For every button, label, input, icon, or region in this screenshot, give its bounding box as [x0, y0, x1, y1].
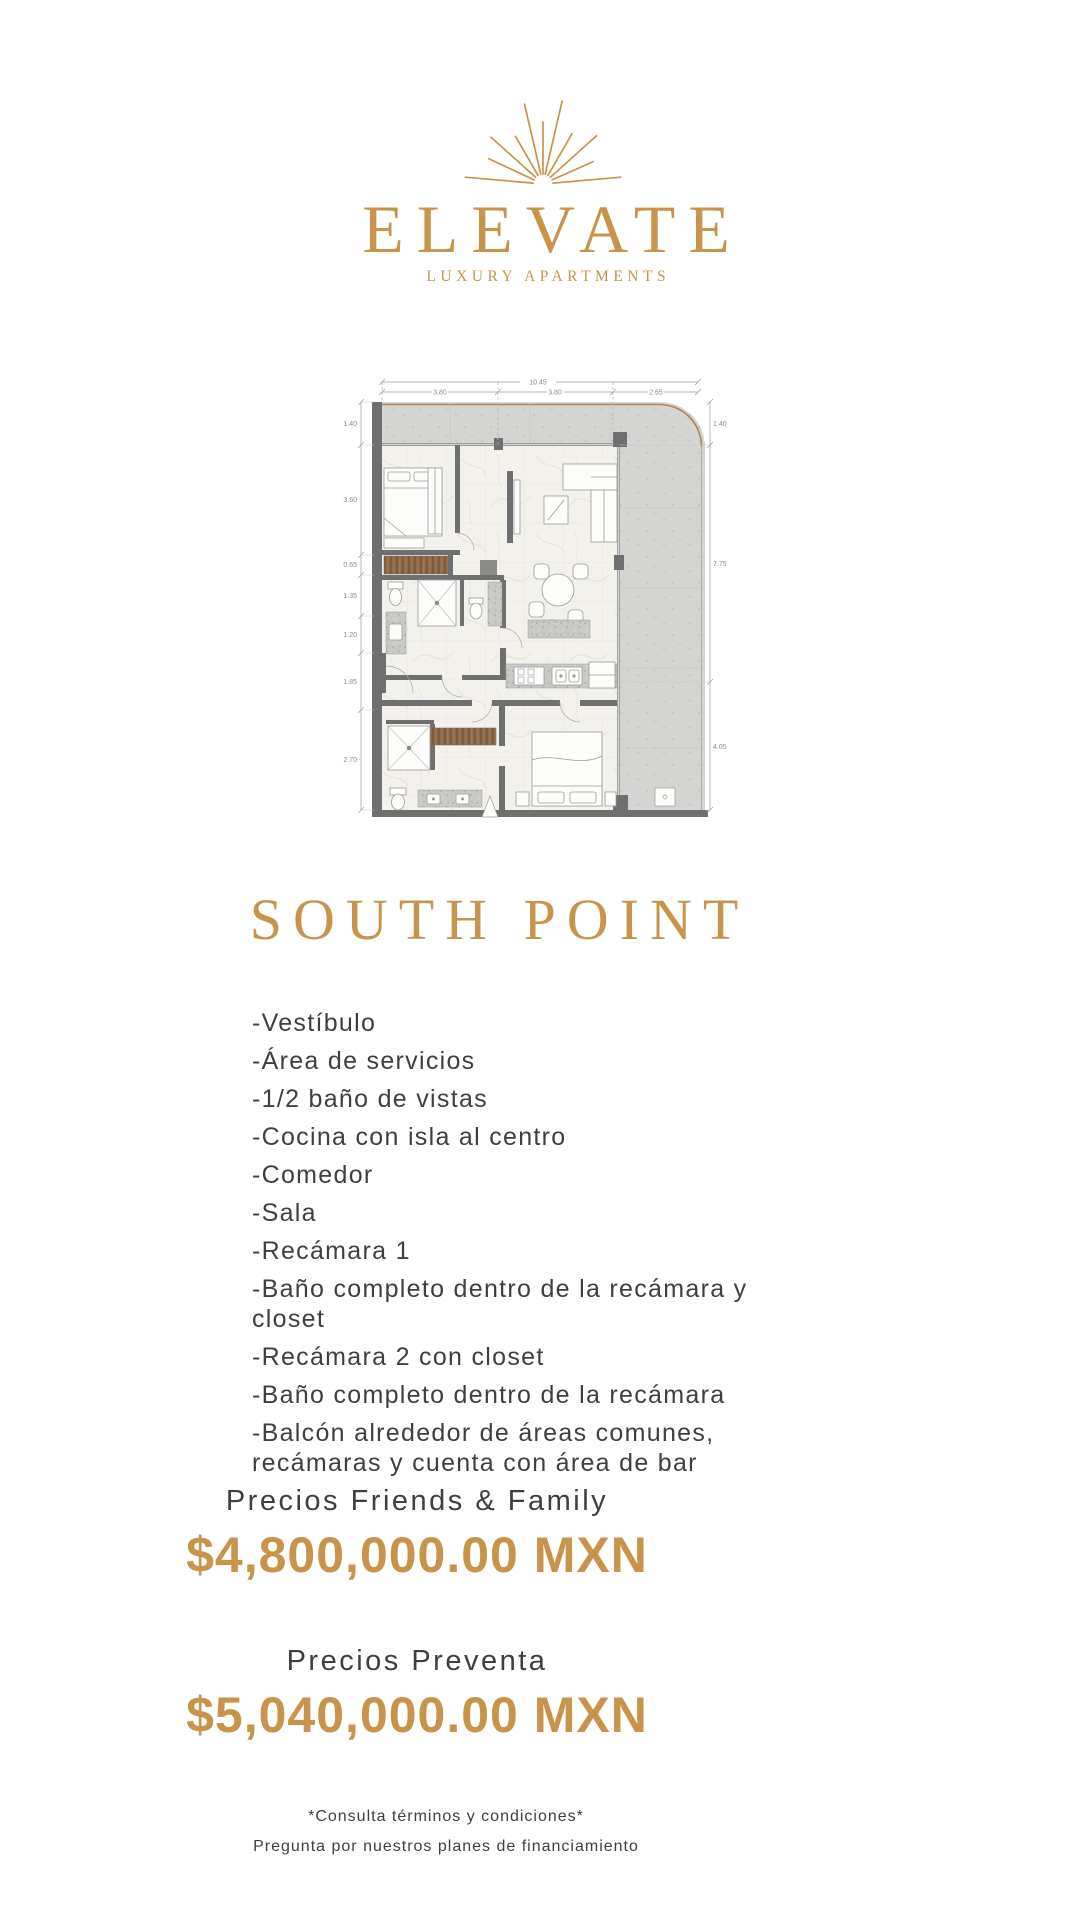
- feature-item: -Área de servicios: [252, 1047, 476, 1075]
- bedroom-1-furniture: [384, 468, 442, 548]
- svg-text:2.70: 2.70: [343, 757, 357, 764]
- svg-text:3.80: 3.80: [433, 389, 447, 397]
- svg-text:3.80: 3.80: [548, 389, 562, 397]
- feature-item: -Sala: [252, 1199, 317, 1227]
- price-block-friends-family: [186, 1483, 648, 1585]
- floor-plan-image: [330, 368, 732, 842]
- brand-tagline: LUXURY APARTMENTS: [426, 268, 671, 285]
- svg-text:1.85: 1.85: [343, 679, 357, 686]
- svg-text:10.45: 10.45: [529, 379, 547, 387]
- feature-item: -Baño completo dentro de la recámara: [252, 1381, 726, 1409]
- features-list: [252, 1008, 812, 1486]
- svg-text:1.40: 1.40: [713, 421, 727, 428]
- feature-item: -Balcón alrededor de áreas comunes, recámaras y cuenta con área de bar: [252, 1419, 715, 1477]
- svg-text:2.65: 2.65: [649, 389, 663, 397]
- feature-item: -Cocina con isla al centro: [252, 1123, 567, 1151]
- svg-text:1.35: 1.35: [343, 593, 357, 600]
- unit-title: SOUTH POINT: [249, 887, 750, 952]
- feature-item: -Comedor: [252, 1161, 374, 1189]
- footer-terms: *Consulta términos y condiciones*: [308, 1808, 584, 1825]
- feature-item: -Vestíbulo: [252, 1009, 377, 1037]
- price-value: $5,040,000.00 MXN: [186, 1687, 648, 1743]
- svg-text:0.65: 0.65: [343, 562, 357, 569]
- svg-text:4.05: 4.05: [713, 744, 727, 751]
- svg-text:1.20: 1.20: [343, 632, 357, 639]
- feature-item: -Recámara 2 con closet: [252, 1343, 545, 1371]
- footer-financing: Pregunta por nuestros planes de financiamiento: [253, 1838, 639, 1855]
- feature-item: -Recámara 1: [252, 1237, 411, 1265]
- price-label: Precios Preventa: [286, 1645, 548, 1677]
- price-label: Precios Friends & Family: [225, 1485, 609, 1517]
- feature-item: -Baño completo dentro de la recámara y closet: [252, 1275, 748, 1333]
- price-block-preventa: [186, 1643, 648, 1745]
- feature-item: -1/2 baño de vistas: [252, 1085, 488, 1113]
- sunburst-icon: [448, 84, 638, 188]
- price-value: $4,800,000.00 MXN: [186, 1527, 648, 1583]
- svg-text:1.40: 1.40: [343, 421, 357, 428]
- brand-name: ELEVATE: [362, 191, 743, 267]
- kitchen: [506, 662, 617, 688]
- svg-text:7.75: 7.75: [713, 561, 727, 568]
- svg-text:3.60: 3.60: [343, 497, 357, 504]
